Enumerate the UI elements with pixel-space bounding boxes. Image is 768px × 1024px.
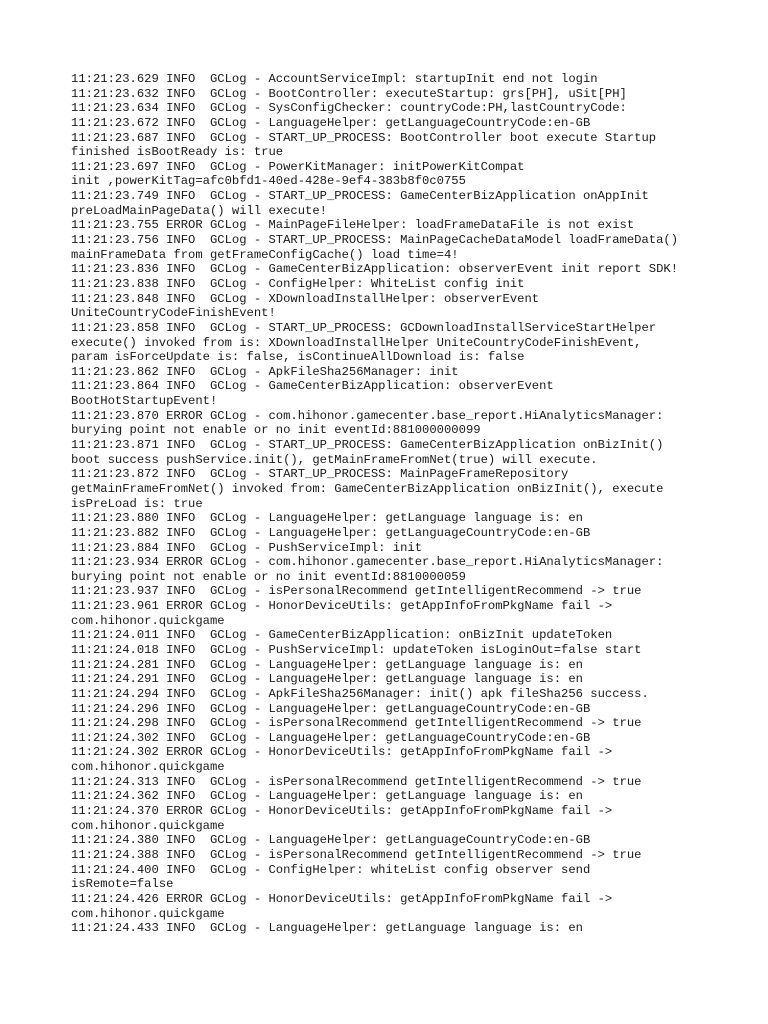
log-line: 11:21:23.838 INFO GCLog - ConfigHelper: WhiteList config init <box>71 276 525 291</box>
log-line: burying point not enable or no init eventId:881000000099 <box>71 423 481 438</box>
log-line: 11:21:23.756 INFO GCLog - START_UP_PROCESS: MainPageCacheDataModel loadFrameData() <box>71 233 679 248</box>
log-line: 11:21:23.882 INFO GCLog - LanguageHelper: getLanguageCountryCode:en-GB <box>71 525 591 540</box>
log-line: 11:21:24.296 INFO GCLog - LanguageHelper: getLanguageCountryCode:en-GB <box>71 701 591 716</box>
log-line: com.hihonor.quickgame <box>71 818 225 833</box>
log-line: mainFrameData from getFrameConfigCache() load time=4! <box>71 247 459 262</box>
log-line: 11:21:24.362 INFO GCLog - LanguageHelper: getLanguage language is: en <box>71 789 583 804</box>
log-line: 11:21:23.864 INFO GCLog - GameCenterBizApplication: observerEvent <box>71 379 554 394</box>
log-text-block <box>71 72 711 936</box>
log-line: 11:21:23.961 ERROR GCLog - HonorDeviceUtils: getAppInfoFromPkgName fail -> <box>71 599 613 614</box>
log-line: 11:21:23.872 INFO GCLog - START_UP_PROCESS: MainPageFrameRepository <box>71 467 569 482</box>
log-line: 11:21:23.871 INFO GCLog - START_UP_PROCESS: GameCenterBizApplication onBizInit() <box>71 438 664 453</box>
log-line: com.hihonor.quickgame <box>71 760 225 775</box>
log-line: 11:21:23.858 INFO GCLog - START_UP_PROCESS: GCDownloadInstallServiceStartHelper <box>71 320 657 335</box>
log-line: 11:21:24.294 INFO GCLog - ApkFileSha256Manager: init() apk fileSha256 success. <box>71 686 649 701</box>
log-line: 11:21:24.370 ERROR GCLog - HonorDeviceUtils: getAppInfoFromPkgName fail -> <box>71 804 613 819</box>
log-line: init ,powerKitTag=afc0bfd1-40ed-428e-9ef4-383b8f0c0755 <box>71 174 466 189</box>
log-line: 11:21:24.388 INFO GCLog - isPersonalRecommend getIntelligentRecommend -> true <box>71 847 642 862</box>
log-line: boot success pushService.init(), getMainFrameFromNet(true) will execute. <box>71 452 598 467</box>
log-line: 11:21:24.302 INFO GCLog - LanguageHelper: getLanguageCountryCode:en-GB <box>71 730 591 745</box>
log-line: 11:21:23.836 INFO GCLog - GameCenterBizApplication: observerEvent init report SDK! <box>71 262 679 277</box>
log-line: 11:21:24.433 INFO GCLog - LanguageHelper: getLanguage language is: en <box>71 921 583 936</box>
log-line: isRemote=false <box>71 877 174 892</box>
log-line: com.hihonor.quickgame <box>71 613 225 628</box>
log-line: 11:21:23.934 ERROR GCLog - com.hihonor.gamecenter.base_report.HiAnalyticsManager: <box>71 555 664 570</box>
log-line: 11:21:24.302 ERROR GCLog - HonorDeviceUtils: getAppInfoFromPkgName fail -> <box>71 745 613 760</box>
log-line: 11:21:24.380 INFO GCLog - LanguageHelper: getLanguageCountryCode:en-GB <box>71 833 591 848</box>
log-line: 11:21:24.291 INFO GCLog - LanguageHelper: getLanguage language is: en <box>71 672 583 687</box>
log-line: 11:21:24.313 INFO GCLog - isPersonalRecommend getIntelligentRecommend -> true <box>71 774 642 789</box>
log-line: 11:21:23.634 INFO GCLog - SysConfigChecker: countryCode:PH,lastCountryCode: <box>71 101 627 116</box>
log-line: isPreLoad is: true <box>71 496 203 511</box>
log-line: 11:21:24.298 INFO GCLog - isPersonalRecommend getIntelligentRecommend -> true <box>71 716 642 731</box>
log-line: 11:21:23.884 INFO GCLog - PushServiceImpl: init <box>71 540 423 555</box>
log-line: 11:21:24.281 INFO GCLog - LanguageHelper: getLanguage language is: en <box>71 657 583 672</box>
log-line: 11:21:23.848 INFO GCLog - XDownloadInstallHelper: observerEvent <box>71 291 540 306</box>
log-line: 11:21:23.755 ERROR GCLog - MainPageFileHelper: loadFrameDataFile is not exist <box>71 218 635 233</box>
log-line: preLoadMainPageData() will execute! <box>71 203 327 218</box>
log-line: param isForceUpdate is: false, isContinueAllDownload is: false <box>71 350 525 365</box>
log-line: 11:21:23.880 INFO GCLog - LanguageHelper: getLanguage language is: en <box>71 511 583 526</box>
log-line: 11:21:23.697 INFO GCLog - PowerKitManager: initPowerKitCompat <box>71 159 525 174</box>
log-line: 11:21:23.687 INFO GCLog - START_UP_PROCESS: BootController boot execute Startup <box>71 130 657 145</box>
log-line: 11:21:24.426 ERROR GCLog - HonorDeviceUtils: getAppInfoFromPkgName fail -> <box>71 891 613 906</box>
log-line: 11:21:24.018 INFO GCLog - PushServiceImpl: updateToken isLoginOut=false start <box>71 642 642 657</box>
log-line: 11:21:24.400 INFO GCLog - ConfigHelper: whiteList config observer send <box>71 862 591 877</box>
log-line: 11:21:23.629 INFO GCLog - AccountServiceImpl: startupInit end not login <box>71 72 598 86</box>
log-line: getMainFrameFromNet() invoked from: GameCenterBizApplication onBizInit(), execute <box>71 481 664 496</box>
log-line: 11:21:23.672 INFO GCLog - LanguageHelper: getLanguageCountryCode:en-GB <box>71 115 591 130</box>
log-line: execute() invoked from is: XDownloadInstallHelper UniteCountryCodeFinishEvent, <box>71 335 642 350</box>
log-line: 11:21:23.862 INFO GCLog - ApkFileSha256Manager: init <box>71 364 459 379</box>
log-line: BootHotStartupEvent! <box>71 394 218 409</box>
log-line: 11:21:23.870 ERROR GCLog - com.hihonor.gamecenter.base_report.HiAnalyticsManager: <box>71 408 664 423</box>
log-line: UniteCountryCodeFinishEvent! <box>71 306 276 321</box>
log-line: 11:21:24.011 INFO GCLog - GameCenterBizApplication: onBizInit updateToken <box>71 628 613 643</box>
log-line: 11:21:23.937 INFO GCLog - isPersonalRecommend getIntelligentRecommend -> true <box>71 584 642 599</box>
log-line: com.hihonor.quickgame <box>71 906 225 921</box>
log-line: 11:21:23.749 INFO GCLog - START_UP_PROCESS: GameCenterBizApplication onAppInit <box>71 189 649 204</box>
log-line: burying point not enable or no init eventId:8810000059 <box>71 569 466 584</box>
log-line: 11:21:23.632 INFO GCLog - BootController: executeStartup: grs[PH], uSit[PH] <box>71 86 627 101</box>
log-line: finished isBootReady is: true <box>71 145 284 160</box>
